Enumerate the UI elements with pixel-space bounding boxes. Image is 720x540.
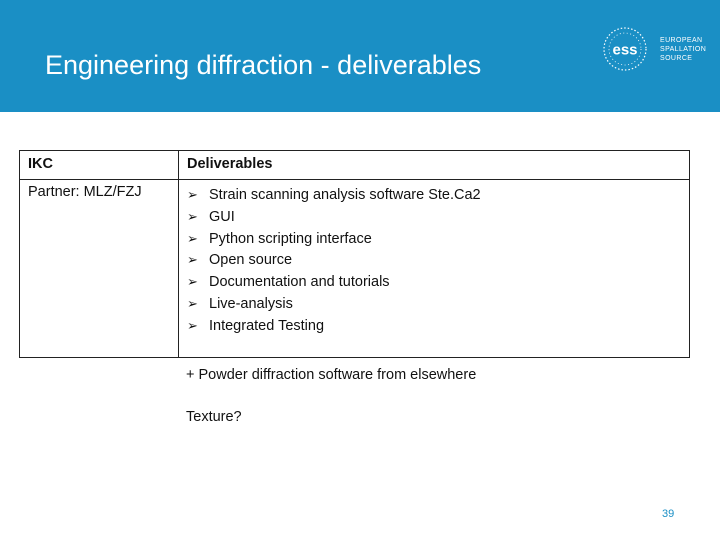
partner-cell: Partner: MLZ/FZJ — [20, 180, 179, 358]
arrow-bullet-icon: ➢ — [187, 208, 198, 224]
ess-logo — [596, 26, 712, 72]
arrow-bullet-icon: ➢ — [187, 252, 198, 268]
list-item — [187, 228, 681, 250]
powder-diffraction-note: + Powder diffraction software from elsewhere — [186, 367, 477, 383]
table-row — [20, 180, 690, 358]
logo-line: SPALLATION — [660, 46, 707, 53]
list-item — [187, 293, 681, 315]
header-deliverables: Deliverables — [179, 151, 690, 180]
header-ikc: IKC — [20, 151, 179, 180]
list-item-text: Strain scanning analysis software Ste.Ca2 — [209, 187, 481, 203]
list-item-text: Documentation and tutorials — [209, 274, 390, 291]
slide-title: Engineering diffraction - deliverables — [45, 50, 482, 80]
list-item-text: Python scripting interface — [209, 230, 372, 247]
list-item-text: Integrated Testing — [209, 317, 325, 334]
page-number: 39 — [662, 508, 675, 520]
list-item-text: Live-analysis — [209, 295, 293, 312]
ess-logo-mark — [596, 26, 654, 72]
arrow-bullet-icon: ➢ — [187, 187, 198, 202]
deliverables-list — [187, 184, 681, 337]
title-banner — [0, 0, 720, 112]
list-item-text: Open source — [209, 252, 293, 269]
arrow-bullet-icon: ➢ — [187, 295, 198, 311]
list-item — [187, 206, 681, 228]
list-item — [187, 184, 681, 206]
logo-line: SOURCE — [660, 55, 693, 62]
list-item-text: GUI — [209, 208, 235, 225]
deliverables-table — [19, 150, 690, 358]
deliverables-cell — [179, 180, 690, 358]
texture-note: Texture? — [186, 409, 242, 425]
svg-text:ess: ess — [612, 41, 638, 59]
logo-line: EUROPEAN — [660, 37, 703, 44]
ess-logo-text — [660, 36, 706, 63]
list-item — [187, 249, 681, 271]
list-item — [187, 271, 681, 293]
list-item — [187, 315, 681, 337]
arrow-bullet-icon: ➢ — [187, 230, 198, 246]
arrow-bullet-icon: ➢ — [187, 317, 198, 333]
arrow-bullet-icon: ➢ — [187, 274, 198, 290]
table-header-row — [20, 151, 690, 180]
